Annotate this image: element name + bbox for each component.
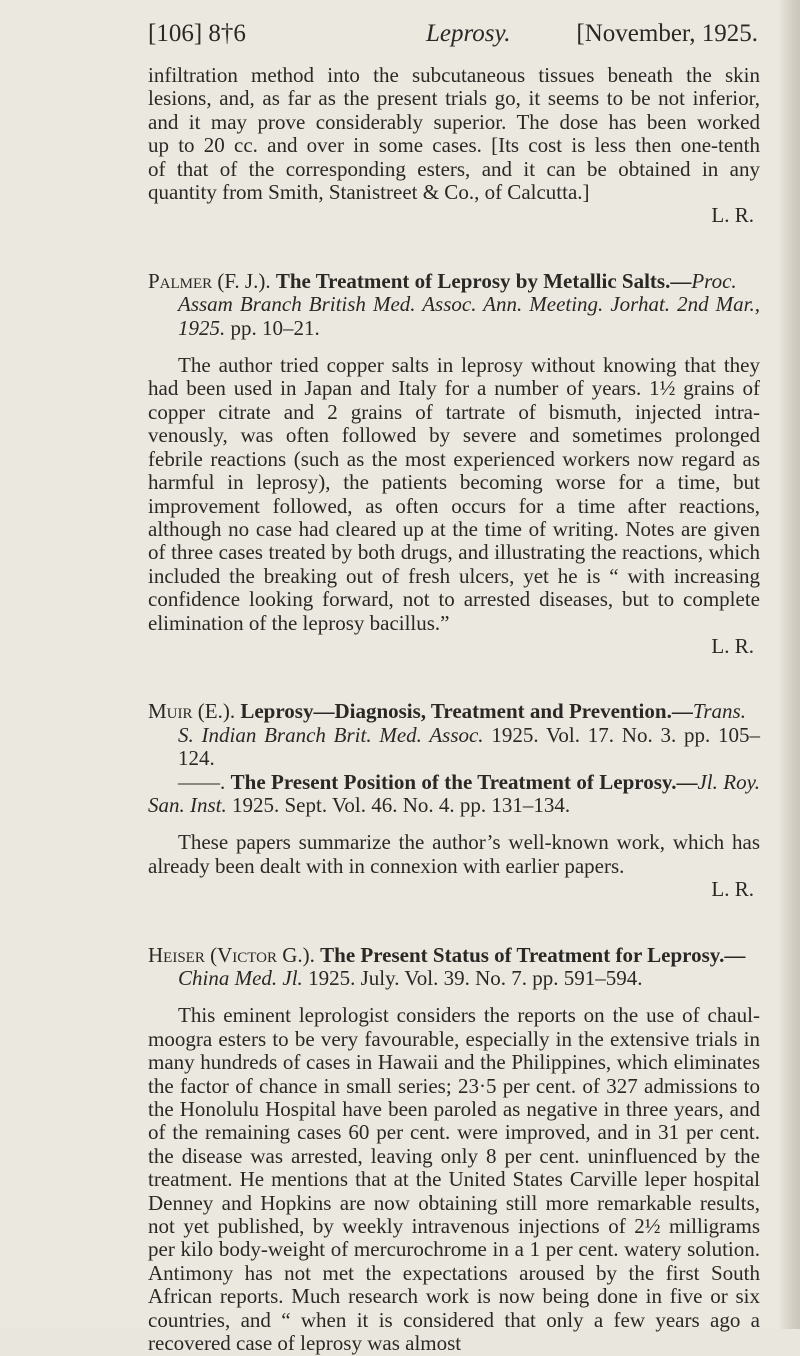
heiser-author: Heiser (Victor G.). xyxy=(148,942,315,967)
muir-reference-2 xyxy=(148,771,760,818)
intro-line: and it may prove considerably superior. The dose has been worked xyxy=(148,109,760,134)
header-section-title: Leprosy. xyxy=(426,20,511,47)
muir-source: S. Indian Branch Brit. Med. Assoc. xyxy=(178,722,484,747)
palmer-abstract: The author tried copper salts in leprosy without knowing that they had been used in Japan and Italy for a number of years. 1½ grains of copper citrate and 2 grains of tartrate of bismuth, injected intra-venously, was often followed by severe and sometimes prolonged febrile reactions (such as the most experienced workers now regard as harmful in leprosy), the patients becoming worse for a time, but improvement followed, as often occurs for a time after reactions, although no case had cleared up at the time of writing. Notes are given of three cases treated by both drugs, and illustrating the reactions, which included the breaking out of fresh ulcers, yet he is “ with increasing confidence looking forward, not to arrested diseases, but to complete elimination of the leprosy bacillus.” xyxy=(148,353,760,635)
muir-signature: L. R. xyxy=(711,877,754,902)
intro-line: of that of the corresponding esters, and it can be obtained in any xyxy=(148,156,760,181)
intro-signature: L. R. xyxy=(711,203,754,228)
palmer-reference-cont xyxy=(148,293,760,340)
heiser-reference xyxy=(148,944,760,967)
palmer-title: The Treatment of Leprosy by Metallic Salts.— xyxy=(275,268,692,293)
heiser-reference-cont xyxy=(148,967,760,990)
muir-details-2: 1925. Sept. Vol. 46. No. 4. pp. 131–134. xyxy=(232,792,571,817)
muir-title: Leprosy—Diagnosis, Treatment and Prevention.— xyxy=(240,699,693,724)
muir-reference-cont xyxy=(148,724,760,771)
intro-line: up to 20 cc. and over in some cases. [Its cost is less then one-tenth xyxy=(148,133,760,158)
intro-line: lesions, and, as far as the present trials go, it seems to be not inferior, xyxy=(148,86,760,111)
page-body xyxy=(148,64,760,1356)
intro-paragraph xyxy=(148,64,760,204)
muir-source-first: Trans. xyxy=(692,699,746,724)
heiser-details: 1925. July. Vol. 39. No. 7. pp. 591–594. xyxy=(308,966,643,990)
muir-abstract: These papers summarize the author’s well-known work, which has already been dealt with in connexion with earlier papers. xyxy=(148,830,760,878)
muir-ditto-dash: ——. xyxy=(178,769,226,794)
muir-author: Muir (E.). xyxy=(148,699,236,724)
muir-title-2: The Present Position of the Treatment of Leprosy.— xyxy=(230,769,698,794)
intro-line: infiltration method into the subcutaneous tissues beneath the skin xyxy=(148,63,760,87)
header-page-number: [106] 8†6 xyxy=(148,20,246,47)
intro-line: quantity from Smith, Stanistreet & Co., of Calcutta.] xyxy=(148,180,590,205)
palmer-author: Palmer (F. J.). xyxy=(148,268,271,293)
page-edge-shadow xyxy=(778,0,800,1329)
muir-reference xyxy=(148,700,760,723)
heiser-abstract: This eminent leprologist considers the reports on the use of chaul-moogra esters to be very favourable, especially in the extensive trials in many hundreds of cases in Hawaii and the Philippines, which eliminates the factor of chance in small series; 23·5 per cent. of 327 admissions to the Honolulu Hospital have been paroled as negative in three years, and of the remaining cases 60 per cent. were improved, and in 31 per cent. the disease was arrested, leaving only 8 per cent. uninfluenced by the treatment. He mentions that at the United States Carville leper hospital Denney and Hopkins are now obtaining still more remarkable results, not yet published, by weekly intravenous injections of 2½ milligrams per kilo body-weight of mercurochrome in a 1 per cent. watery solution. Antimony has not met the expectations aroused by the first South African reports. Much research work is now being done in five or six countries, and “ when it is considered that only a few years ago a recovered case of leprosy was almost xyxy=(148,1003,760,1356)
running-header xyxy=(148,20,758,56)
heiser-title: The Present Status of Treatment for Leprosy.— xyxy=(320,942,746,967)
header-issue-date: [November, 1925. xyxy=(576,20,758,47)
palmer-source-first: Proc. xyxy=(691,268,737,293)
muir-details: 1925. Vol. 17. No. 3. pp. 105–124. xyxy=(178,722,760,771)
muir-source-2: Jl. Roy. San. Inst. xyxy=(148,769,761,817)
palmer-reference xyxy=(148,270,760,293)
heiser-source: China Med. Jl. xyxy=(178,966,303,990)
palmer-pages: pp. 10–21. xyxy=(230,315,320,340)
palmer-source: Assam Branch British Med. Assoc. Ann. Meeting. Jorhat. 2nd Mar., 1925. xyxy=(178,292,760,340)
palmer-signature: L. R. xyxy=(711,633,754,658)
